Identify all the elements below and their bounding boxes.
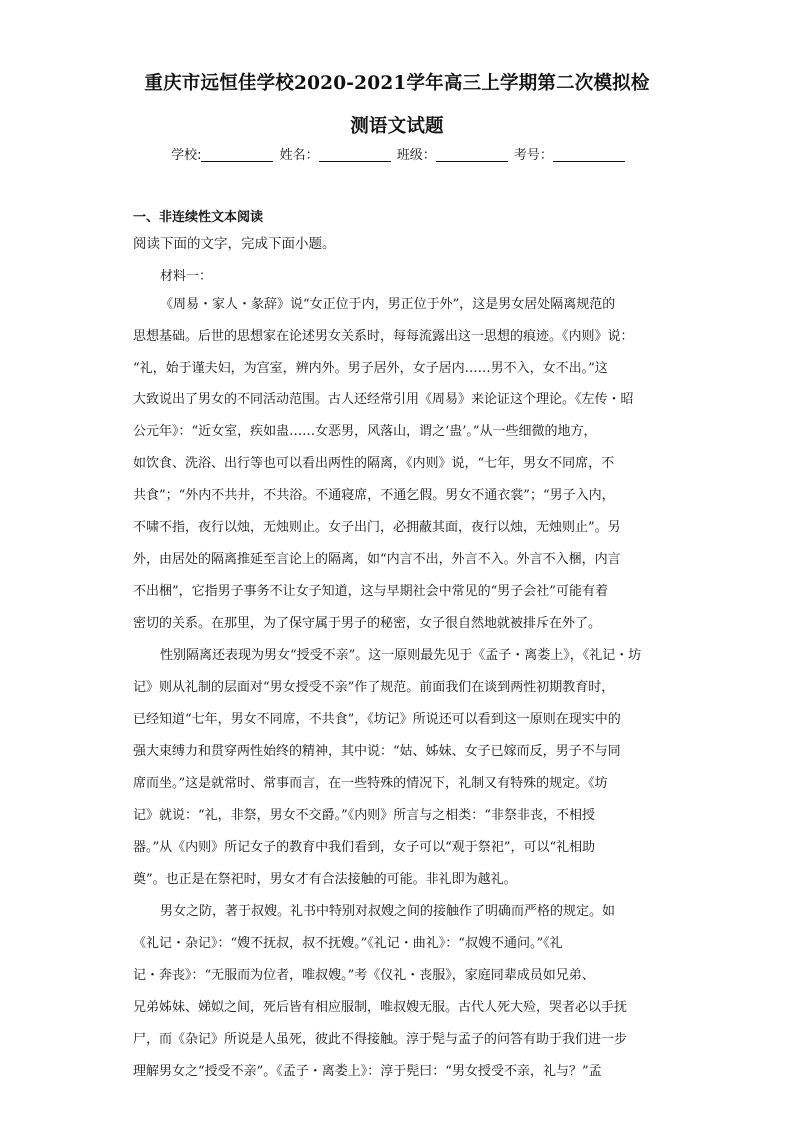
passage-line: 共食”；“外内不共井，不共浴。不通寝席，不通乞假。男女不通衣裳”；“男子入内， — [133, 488, 615, 503]
passage-line: 大致说出了男女的不同活动范围。古人还经常引用《周易》来论证这个理论。《左传・昭 — [133, 392, 634, 407]
passage-line: 性别隔离还表现为男女“授受不亲”。这一原则最先见于《孟子・离娄上》，《礼记・坊 — [160, 648, 642, 663]
material-label: 材料一： — [160, 269, 213, 284]
passage-line: 思想基础。后世的思想家在论述男女关系时，每每流露出这一思想的痕迹。《内则》说： — [133, 329, 634, 344]
exam-title-line2: 测语文试题 — [350, 116, 444, 137]
passage-line: 已经知道“七年，男女不同席，不共食”，《坊记》所说还可以看到这一原则在现实中的 — [133, 712, 621, 727]
passage-line: 强大束缚力和贯穿两性始终的精神，其中说：“姑、姊妹、女子已嫁而反，男子不与同 — [133, 744, 621, 759]
passage-line: 兄弟姊妹、娣姒之间，死后皆有相应服制，唯叔嫂无服。古代人死大殓，哭者必以手抚 — [133, 1000, 628, 1015]
student-info-row — [0, 144, 794, 163]
name-blank — [319, 147, 391, 162]
passage-line: 奠”。也正是在祭祀时，男女才有合法接触的可能。非礼即为越礼。 — [133, 872, 517, 887]
passage-line: 不啸不指，夜行以烛，无烛则止。女子出门，必拥蔽其面，夜行以烛，无烛则止”。另 — [133, 520, 621, 535]
exam-title-line1: 重庆市远恒佳学校2020-2021学年高三上学期第二次模拟检 — [144, 73, 650, 94]
passage-line: 器。”从《内则》所记女子的教育中我们看到，女子可以“观于祭祀”，可以“礼相助 — [133, 840, 596, 855]
passage-line: 密切的关系。在那里，为了保守属于男子的秘密，女子很自然地就被排斥在外了。 — [133, 616, 602, 631]
passage-line: 《礼记・杂记》：“嫂不抚叔，叔不抚嫂。”《礼记・曲礼》：“叔嫂不通问。”《礼 — [133, 936, 563, 951]
passage-line: “礼，始于谨夫妇，为宫室，辨内外。男子居外，女子居内……男不入，女不出。”这 — [133, 361, 608, 376]
exam-number-label: 考号： — [513, 148, 553, 163]
passage-line: 不出梱”，它指男子事务不让女子知道，这与早期社会中常见的“男子会社”可能有着 — [133, 584, 608, 599]
section-heading: 一、非连续性文本阅读 — [133, 210, 264, 225]
passage-line: 公元年》：“近女室，疾如蛊……女恶男，风落山，谓之‘蛊’。”从一些细微的地方， — [133, 424, 597, 439]
passage-line: 记・奔丧》：“无服而为位者，唯叔嫂。”考《仪礼・丧服》，家庭同辈成员如兄弟、 — [133, 968, 595, 983]
passage-line: 理解男女之“授受不亲”。《孟子・离娄上》：淳于髡曰：“男女授受不亲，礼与？”孟 — [133, 1064, 602, 1079]
passage-line: 《周易・家人・彖辞》说“女正位于内，男正位于外”，这是男女居处隔离规范的 — [160, 297, 616, 312]
passage-line: 席而坐。”这是就常时、常事而言，在一些特殊的情况下，礼制又有特殊的规定。《坊 — [133, 776, 608, 791]
passage-line: 男女之防，著于叔嫂。礼书中特别对叔嫂之间的接触作了明确而严格的规定。如 — [160, 904, 616, 919]
section-instruction: 阅读下面的文字，完成下面小题。 — [133, 236, 336, 252]
school-blank — [201, 147, 273, 162]
school-label: 学校: — [171, 148, 202, 163]
class-label: 班级： — [396, 148, 436, 163]
passage-line: 外，由居处的隔离推延至言论上的隔离，如“内言不出，外言不入。外言不入梱，内言 — [133, 552, 621, 567]
passage-line: 记》则从礼制的层面对“男女授受不亲”作了规范。前面我们在谈到两性初期教育时， — [133, 680, 615, 695]
exam-number-blank — [553, 147, 625, 162]
name-label: 姓名： — [279, 148, 319, 163]
passage-line: 如饮食、洗浴、出行等也可以看出两性的隔离，《内则》说，“七年，男女不同席，不 — [133, 456, 615, 471]
passage-line: 尸，而《杂记》所说是人虽死，彼此不得接触。淳于髡与孟子的问答有助于我们进一步 — [133, 1032, 628, 1047]
passage-line: 记》就说：“礼，非祭，男女不交爵。”《内则》所言与之相类：“非祭非丧，不相授 — [133, 808, 595, 823]
class-blank — [436, 147, 508, 162]
